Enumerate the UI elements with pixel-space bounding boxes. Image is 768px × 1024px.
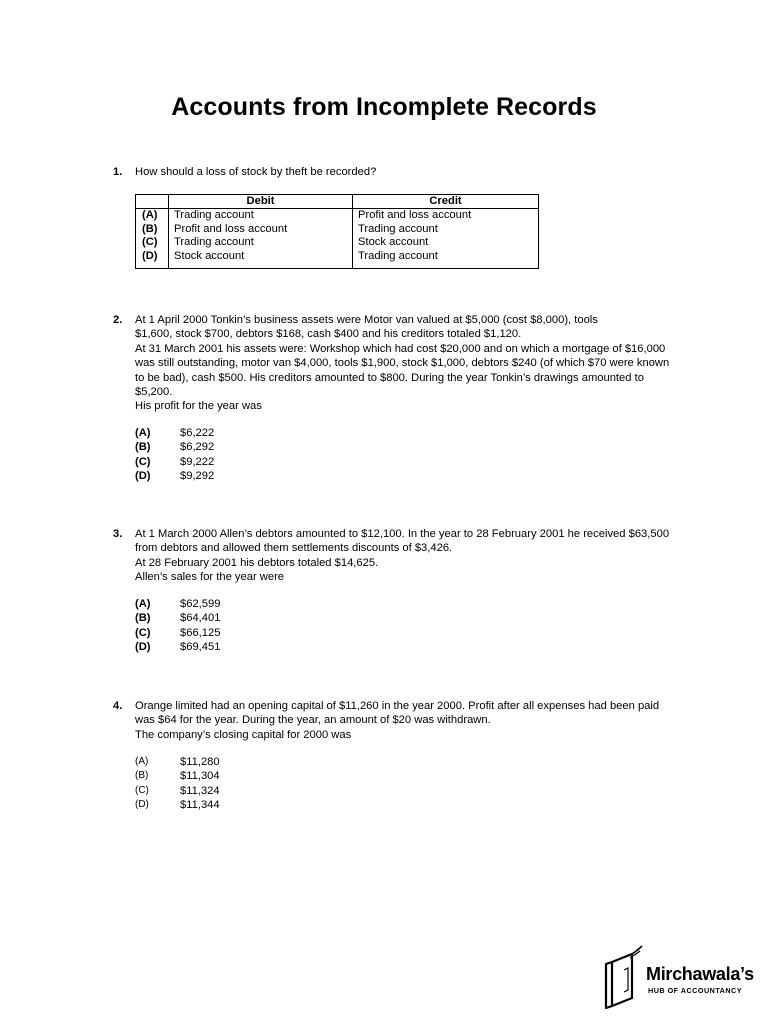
table-header-blank [136, 195, 169, 209]
table-row [136, 223, 539, 236]
option-letter: (A) [135, 756, 149, 767]
option-letter: (A) [136, 209, 169, 223]
question-text [135, 313, 680, 414]
option-value: $66,125 [180, 626, 221, 639]
credit-cell: Stock account [358, 236, 429, 249]
option-value: $6,292 [180, 441, 215, 454]
option-value: $9,222 [180, 455, 215, 468]
question-number: 2. [113, 314, 123, 326]
credit-cell: Trading account [358, 222, 438, 235]
option-value: $9,292 [180, 470, 215, 483]
option-letter: (B) [136, 223, 169, 236]
question-line: $5,200. [135, 386, 173, 399]
option-letter: (B) [135, 441, 151, 454]
debit-cell: Stock account [169, 250, 353, 269]
option-letter: (C) [136, 236, 169, 249]
option-value: $6,222 [180, 427, 215, 439]
table-row [136, 209, 539, 223]
question-line: was $64 for the year. During the year, an amount of $20 was withdrawn. [135, 714, 491, 727]
brand-logo [602, 944, 762, 1012]
option-letter: (C) [135, 784, 149, 796]
option-letter: (C) [135, 455, 151, 468]
question-line: Allen’s sales for the year were [135, 571, 285, 584]
table-header-debit: Debit [169, 195, 353, 209]
option-letter: (D) [135, 799, 149, 811]
question-line: The company’s closing capital for 2000 was [135, 728, 352, 741]
option-letter: (A) [135, 598, 151, 610]
question-number: 4. [113, 700, 123, 712]
option-value: $11,304 [180, 770, 220, 783]
option-value: $64,401 [180, 612, 221, 625]
question-line: was still outstanding, motor van $4,000, tools $1,900, stock $1,000, debtors $240 (of which $70 were known [135, 357, 670, 370]
logo-tagline: HUB OF ACCOUNTANCY [648, 986, 743, 995]
option-letter: (B) [135, 770, 149, 782]
logo-name: Mirchawala’s [646, 964, 754, 984]
credit-cell: Profit and loss account [358, 209, 472, 222]
question-text: How should a loss of stock by theft be recorded? [135, 166, 377, 178]
option-letter: (A) [135, 427, 151, 439]
table-row [136, 250, 539, 269]
question-text [135, 699, 680, 742]
option-letter: (D) [135, 641, 151, 654]
question-number: 1. [113, 166, 123, 178]
question-line: Orange limited had an opening capital of $11,260 in the year 2000. Profit after all expenses had been paid [135, 700, 660, 712]
open-book-icon [602, 944, 646, 1012]
question-line: to be bad), cash $500. His creditors amounted to $800. During the year Tonkin’s drawings amounted to [135, 371, 644, 384]
table-row [136, 236, 539, 249]
option-letter: (D) [136, 250, 169, 269]
debit-cell: Trading account [169, 209, 353, 223]
option-value: $69,451 [180, 641, 221, 654]
question-line: $1,600, stock $700, debtors $168, cash $400 and his creditors totaled $1,120. [135, 328, 522, 341]
table-header-row [136, 195, 539, 209]
question-text [135, 527, 680, 585]
question-number: 3. [113, 528, 123, 540]
credit-cell: Trading account [358, 249, 438, 262]
question-line: His profit for the year was [135, 400, 262, 413]
option-letter: (B) [135, 612, 151, 625]
option-value: $11,280 [180, 756, 220, 768]
debit-credit-table [135, 194, 539, 269]
option-value: $11,344 [180, 799, 220, 812]
question-line: from debtors and allowed them settlements discounts of $3,426. [135, 542, 453, 555]
option-value: $11,324 [180, 784, 220, 797]
page-title: Accounts from Incomplete Records [171, 93, 597, 121]
question-line: At 31 March 2001 his assets were: Workshop which had cost $20,000 and on which a mortgage of $16,000 [135, 342, 666, 355]
option-value: $62,599 [180, 598, 221, 610]
option-letter: (D) [135, 470, 151, 483]
option-letter: (C) [135, 626, 151, 639]
question-line: At 1 March 2000 Allen’s debtors amounted to $12,100. In the year to 28 February 2001 he received $63,500 [135, 528, 670, 540]
debit-cell: Trading account [169, 236, 353, 249]
debit-cell: Profit and loss account [169, 223, 353, 236]
question-line: At 28 February 2001 his debtors totaled $14,625. [135, 556, 379, 569]
question-line: At 1 April 2000 Tonkin’s business assets were Motor van valued at $5,000 (cost $8,000), tools [135, 314, 598, 326]
table-header-credit: Credit [353, 195, 539, 209]
